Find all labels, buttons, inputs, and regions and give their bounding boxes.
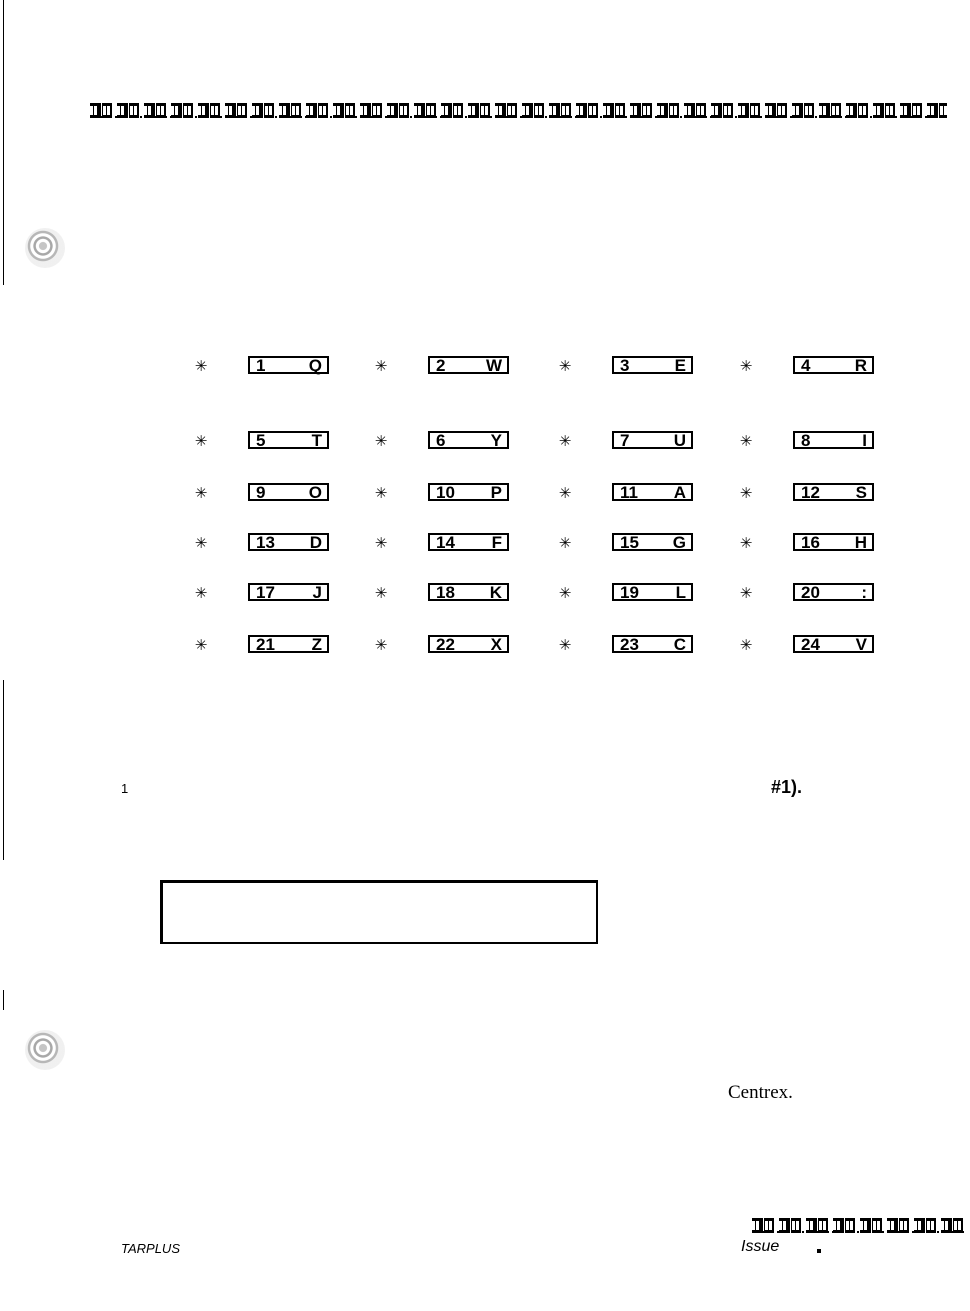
key-number: 22 bbox=[436, 635, 455, 654]
key-cell bbox=[370, 634, 520, 656]
key-letter: I bbox=[862, 431, 867, 450]
key-row bbox=[190, 582, 890, 604]
key-letter: W bbox=[485, 356, 502, 375]
key-cell bbox=[554, 634, 704, 656]
key-label-box bbox=[793, 356, 874, 374]
key-letter: O bbox=[308, 483, 322, 502]
key-number: 17 bbox=[256, 583, 275, 602]
key-row bbox=[190, 430, 890, 452]
star-icon: ✳ bbox=[374, 357, 388, 375]
key-number: 8 bbox=[801, 431, 811, 450]
key-cell bbox=[554, 355, 704, 377]
key-number: 13 bbox=[256, 533, 275, 552]
margin-rule-top bbox=[3, 0, 4, 285]
key-number: 9 bbox=[256, 483, 266, 502]
key-cell bbox=[370, 482, 520, 504]
star-icon: ✳ bbox=[194, 432, 208, 450]
star-icon: ✳ bbox=[739, 636, 753, 654]
key-letter: G bbox=[672, 533, 686, 552]
margin-rule-tick bbox=[3, 990, 4, 1010]
key-label-box bbox=[428, 356, 509, 374]
key-number: 20 bbox=[801, 583, 820, 602]
key-letter: T bbox=[311, 431, 322, 450]
key-cell bbox=[190, 482, 340, 504]
key-number: 2 bbox=[436, 356, 446, 375]
key-letter: X bbox=[490, 635, 502, 654]
key-row bbox=[190, 355, 890, 377]
key-label-box bbox=[428, 431, 509, 449]
margin-rule-middle bbox=[3, 680, 4, 860]
key-label-box bbox=[248, 583, 329, 601]
key-label-box bbox=[428, 533, 509, 551]
key-number: 19 bbox=[620, 583, 639, 602]
key-cell bbox=[554, 532, 704, 554]
key-cell bbox=[554, 430, 704, 452]
star-icon: ✳ bbox=[558, 584, 572, 602]
key-cell bbox=[370, 532, 520, 554]
key-row bbox=[190, 532, 890, 554]
key-label-box bbox=[428, 483, 509, 501]
key-label-box bbox=[793, 483, 874, 501]
key-cell bbox=[735, 582, 885, 604]
star-icon: ✳ bbox=[194, 636, 208, 654]
key-label-box bbox=[248, 533, 329, 551]
key-cell bbox=[370, 355, 520, 377]
key-letter: D bbox=[309, 533, 322, 552]
star-icon: ✳ bbox=[374, 636, 388, 654]
key-label-box bbox=[612, 635, 693, 653]
key-cell bbox=[554, 482, 704, 504]
key-number: 12 bbox=[801, 483, 820, 502]
star-icon: ✳ bbox=[739, 432, 753, 450]
key-letter: U bbox=[673, 431, 686, 450]
key-letter: L bbox=[675, 583, 686, 602]
key-label-box bbox=[248, 483, 329, 501]
key-label-box bbox=[612, 431, 693, 449]
star-icon: ✳ bbox=[194, 584, 208, 602]
key-label-box bbox=[612, 583, 693, 601]
key-letter: S bbox=[855, 483, 867, 502]
key-cell bbox=[735, 430, 885, 452]
key-letter: H bbox=[854, 533, 867, 552]
key-label-box bbox=[612, 533, 693, 551]
key-number: 5 bbox=[256, 431, 266, 450]
greek-key-border-bottom bbox=[752, 1218, 965, 1233]
blank-entry-box bbox=[160, 880, 598, 944]
key-cell bbox=[735, 532, 885, 554]
star-icon: ✳ bbox=[558, 357, 572, 375]
key-cell bbox=[190, 634, 340, 656]
footnote-number: 1 bbox=[121, 781, 129, 796]
star-icon: ✳ bbox=[194, 357, 208, 375]
star-icon: ✳ bbox=[739, 584, 753, 602]
key-cell bbox=[554, 582, 704, 604]
centrex-text: Centrex. bbox=[728, 1082, 793, 1103]
star-icon: ✳ bbox=[558, 534, 572, 552]
key-label-box bbox=[793, 583, 874, 601]
key-letter: J bbox=[312, 583, 322, 602]
star-icon: ✳ bbox=[374, 584, 388, 602]
key-cell bbox=[190, 582, 340, 604]
key-row bbox=[190, 634, 890, 656]
star-icon: ✳ bbox=[739, 484, 753, 502]
key-letter: R bbox=[854, 356, 867, 375]
key-letter: F bbox=[491, 533, 502, 552]
key-cell bbox=[370, 430, 520, 452]
key-number: 1 bbox=[256, 356, 266, 375]
key-label-box bbox=[428, 635, 509, 653]
key-number: 24 bbox=[801, 635, 820, 654]
key-label-box bbox=[612, 483, 693, 501]
footer-product-name: TARPLUS bbox=[121, 1241, 180, 1256]
key-cell bbox=[190, 355, 340, 377]
key-cell bbox=[735, 482, 885, 504]
key-number: 15 bbox=[620, 533, 639, 552]
footer-separator-dot bbox=[817, 1249, 821, 1253]
key-label-box bbox=[428, 583, 509, 601]
note-bullet-icon-2 bbox=[25, 1030, 65, 1070]
key-number: 7 bbox=[620, 431, 630, 450]
star-icon: ✳ bbox=[558, 484, 572, 502]
key-number: 6 bbox=[436, 431, 446, 450]
key-label-box bbox=[793, 635, 874, 653]
key-number: 23 bbox=[620, 635, 639, 654]
key-letter: : bbox=[861, 583, 867, 602]
key-letter: P bbox=[490, 483, 502, 502]
key-number: 16 bbox=[801, 533, 820, 552]
key-number: 21 bbox=[256, 635, 275, 654]
key-row bbox=[190, 482, 890, 504]
star-icon: ✳ bbox=[374, 484, 388, 502]
footnote-reference: #1). bbox=[771, 777, 803, 797]
key-letter: V bbox=[855, 635, 867, 654]
key-letter: A bbox=[673, 483, 686, 502]
key-cell bbox=[190, 532, 340, 554]
key-number: 11 bbox=[620, 483, 638, 502]
star-icon: ✳ bbox=[374, 432, 388, 450]
star-icon: ✳ bbox=[558, 432, 572, 450]
key-number: 10 bbox=[436, 483, 455, 502]
key-letter: C bbox=[673, 635, 686, 654]
key-number: 14 bbox=[436, 533, 455, 552]
key-label-box bbox=[248, 356, 329, 374]
key-label-box bbox=[248, 431, 329, 449]
star-icon: ✳ bbox=[374, 534, 388, 552]
key-letter: Y bbox=[490, 431, 502, 450]
star-icon: ✳ bbox=[739, 357, 753, 375]
key-letter: E bbox=[674, 356, 686, 375]
key-letter: K bbox=[489, 583, 502, 602]
star-icon: ✳ bbox=[194, 534, 208, 552]
key-label-box bbox=[793, 431, 874, 449]
note-bullet-icon bbox=[25, 228, 65, 268]
star-icon: ✳ bbox=[739, 534, 753, 552]
key-label-box bbox=[793, 533, 874, 551]
key-cell bbox=[735, 355, 885, 377]
key-label-box bbox=[248, 635, 329, 653]
key-number: 3 bbox=[620, 356, 630, 375]
key-number: 18 bbox=[436, 583, 455, 602]
star-icon: ✳ bbox=[194, 484, 208, 502]
key-cell bbox=[370, 582, 520, 604]
key-cell bbox=[190, 430, 340, 452]
greek-key-border-top bbox=[90, 103, 947, 118]
footer-issue-label: Issue bbox=[741, 1238, 780, 1255]
key-letter: Z bbox=[311, 635, 322, 654]
key-cell bbox=[735, 634, 885, 656]
star-icon: ✳ bbox=[558, 636, 572, 654]
key-label-box bbox=[612, 356, 693, 374]
key-letter: Q bbox=[308, 356, 322, 375]
key-number: 4 bbox=[801, 356, 811, 375]
